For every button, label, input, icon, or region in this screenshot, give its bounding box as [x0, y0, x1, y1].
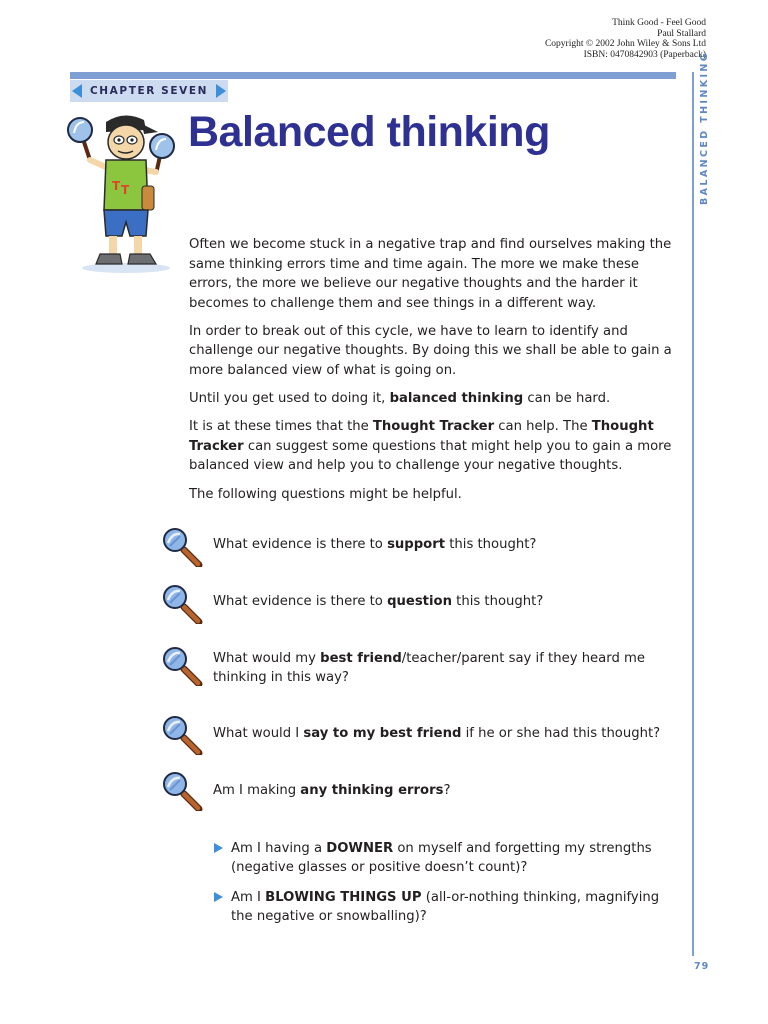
book-author: Paul Stallard	[657, 28, 706, 39]
question-text: Am I making any thinking errors?	[213, 783, 451, 798]
paragraph: Often we become stuck in a negative trap and find ourselves making the same thinking errors time and time again. The more we make these errors, the more we believe our negative thoughts and the harder it becomes to challenge them and see things in a different way.	[189, 237, 672, 311]
paragraph: It is at these times that the Thought Tracker can help. The Thought Tracker can suggest some questions that might help you to gain a more balanced view and help you to challenge your negative thoughts.	[189, 419, 672, 474]
question-text: What evidence is there to support this thought?	[213, 537, 537, 552]
triangle-left-icon	[72, 84, 82, 98]
sub-question-text: Am I having a DOWNER on myself and forgetting my strengths (negative glasses or positive doesn’t count)?	[231, 841, 652, 876]
magnifying-glass-icon	[160, 646, 204, 686]
question-text: What would I say to my best friend if he or she had this thought?	[213, 726, 661, 741]
magnifying-glass-icon	[160, 584, 204, 624]
triangle-right-icon	[216, 84, 226, 98]
question-text: What evidence is there to question this thought?	[213, 594, 544, 609]
magnifying-glass-icon	[160, 771, 204, 811]
sub-question-text: Am I BLOWING THINGS UP (all-or-nothing thinking, magnifying the negative or snowballing)?	[231, 890, 660, 925]
page-number: 79	[694, 961, 710, 972]
book-title: Think Good - Feel Good	[612, 18, 706, 28]
paragraph: The following questions might be helpful.	[189, 486, 462, 502]
sub-question-item	[214, 839, 679, 878]
chapter-label: CHAPTER SEVEN	[89, 85, 208, 97]
detective-character-illustration	[66, 110, 178, 275]
bullet-arrow-icon	[214, 892, 223, 902]
chapter-tab	[70, 80, 228, 102]
svg-text:T: T	[121, 183, 130, 197]
magnifying-glass-icon	[160, 527, 204, 567]
book-copyright: Copyright © 2002 John Wiley & Sons Ltd	[544, 39, 706, 49]
side-rule	[692, 72, 694, 956]
paragraph: In order to break out of this cycle, we have to learn to identify and challenge our negative thoughts. By doing this we shall be able to gain a more balanced view of what is going on.	[189, 323, 672, 379]
side-running-head: BALANCED THINKING	[699, 51, 710, 205]
magnifying-glass-icon	[160, 715, 204, 755]
question-text: What would my best friend/teacher/parent say if they heard me thinking in this way?	[213, 651, 645, 686]
paragraph: Until you get used to doing it, balanced thinking can be hard.	[189, 391, 611, 407]
book-metadata	[545, 18, 706, 60]
intro-text	[189, 235, 679, 513]
sub-question-item	[214, 888, 679, 927]
book-isbn: ISBN: 0470842903 (Paperback)	[583, 49, 706, 60]
svg-text:T: T	[112, 179, 121, 193]
bullet-arrow-icon	[214, 843, 223, 853]
top-rule	[70, 72, 676, 79]
page-title: Balanced thinking	[188, 108, 550, 156]
